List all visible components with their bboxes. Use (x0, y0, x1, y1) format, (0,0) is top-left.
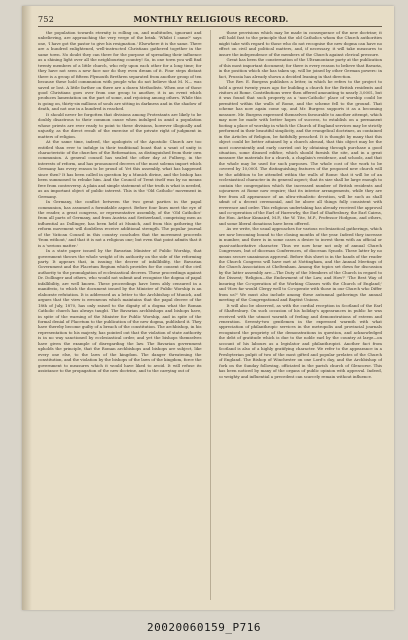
paragraph: those provisions which may be made in consequence of the new doctrine; it will hold fast to the principle that the old Catholics whom the Church authorities might take with regard to those who do not recognise the new dogma can have no effect on civil and political matters, and, if necessary, it will take measures to insure the independence of the members of the Church against clerical pressure. (218, 30, 382, 57)
text-columns (38, 30, 382, 600)
paragraph: the population towards eternity is rolling on, and multitudes, ignorant and unbelieving, are approaching the very verge of the brink. 'Whilst I came?' says one, 'I have got the pastor to give his resignation.' Elsewhere it is the same. There are a hundred enlightened, well-instructed Christians gathered together in the same town. No doubt they can there for the purpose of spreading their influence as a shining light over all the neighbouring country! So, in one town you will find twenty members of a little church, who rely upon each other for a long time; for they have not seen a new face nor do they even dream of it. Four steps distant there is a group of fifteen Plymouth Brethren separated from another group of ten because these hold communion with people who do not believe that M. N— was saved or lost. A little farther on there are a dozen Methodists. When one of those good Christians goes over from one group to another, it is an event which produces lamentation on the part of some, and rejoicing among others. While this is going on, thirty-six millions of souls are sitting in darkness and in the shadow of death, and not one in a hundred is reached. (38, 30, 202, 112)
header-rule (38, 26, 382, 27)
page-gutter-shadow (22, 6, 32, 610)
paragraph: In Germany, the conflict between the two great parties in the papal communion, has assumed a formidable aspect. Before four lines meet the eye of the reader, a great congress, or representative assembly, of the 'Old Catholics' from all parts of Germany, and from Austria and Switzerland, comprising men as influential as Dollinger, has been held at Munich, and from this gathering the reform movement will doubtless receive additional strength. The popular journal of the Vatican Council in this country concludes that the movement proceeds 'from without,' and that it is not a religious one; but even that point admits that it is a 'serious matter.' (38, 199, 202, 248)
page-number: 752 (38, 15, 55, 24)
running-header (38, 14, 382, 24)
paragraph: The Rev. E. Burgess publishes a letter, in which he refers to the project to hold a great twenty years ago for building a church for the British residents and visitors at Rome. Contributions were then offered amounting to nearly 3,000l., but it was found that such property as a 'non-Catholic' place of worship could be permitted within the walls of Rome, and the scheme fell to the ground. That scheme has now again come up, and Mr. Burgess supports it as a becoming measure. Mr. Burgess expressed themselves favourable to another attempt, which may now be made with better hopes of success, to establish on a permanent footing a place of worship in which the Church of England services may be strictly performed in their beautiful simplicity, and the evangelical doctrines, as contained in the Articles of Religion, be faithfully preached. It is thought by many that this object could be better attained by a church abroad, that this object may be the most conveniently and early carried out by obtaining through purchase a good situation, some disused edifice, which should furnish the site, and in a great measure the materials for a church, a chaplain's residence, and schools, and that the whole may be used for such purposes. The whole cost of the work to be covered by 10,000l. The distinguishing features of the proposed new church will be the addition to be attended within the walls of Rome: that it will be of an ecclesiastical character in its general aspect; that its size shall be large enough to contain the congregation which the increased number of British residents and sojourners at Rome now require; that its interior arrangements, while they are free from all appearance of an ultra-ritualistic devotion, will be such as shall admit of a decent ceremonial, and be above all things fully consistent with reverence and order. This religious undertaking has already received the approval and co-operation of the Earl of Harrowby, the Earl of Shaftesbury, the Earl Cairns, the Hon. Arthur Kinnaird, M.P., the W. Tite, M.P., Professor Hodgson, and others, and some liberal donations have been offered. (218, 79, 382, 226)
paragraph: As we write, the usual approaches for various ecclesiastical gatherings, which are now becoming bound to the closing months of the year. Indeed they increase in number, and there is in some cases a desire to invest them with an official or quasi-authoritative character. Thus we now hear not only of annual Church Congresses, but of diocesan Conferences, of diocesan Synods. These latter by no means secure unanimous approval. Before this sheet is in the hands of the reader the Church Congress will have met at Nottingham, and the Annual Meetings of the Church Association at Cheltenham. Among the topics set down for discussion by the latter assembly are:—The Duty of the Members of the Church in regard to the Dissent; 'Religion—the Endowment of the Law, and How?' 'The Best Way of Insuring the Co-operation of the Working Classes with the Church of England;' and 'How far would Clergy well to Co-operate with those in our Church who Differ from us?' We must also include among these autumnal gatherings the annual meeting of the Congregational and Baptist Unions. (218, 226, 382, 303)
paragraph: In a state paper issued by the Bavarian Minister of Public Worship, that government throws the whole weight of its authority on the side of the reforming party. It appears that, in issuing the decree of infallibility, the Bavarian Government and the Placetum Regium which provides for the consent of the civil authority to the promulgation of ecclesiastical decrees. These proceedings against Dr. Dollinger and others, who would not submit and recognise the dogma of papal infallibility, are well known. These proceedings have been ably censured in a manifesto, to which the document issued by the Minister of Public Worship is an elaborate refutation. It is addressed as a letter to the Archbishop of Munich, and argues that the view is erroneous which maintains that the papal decree of the 18th of July, 1870, has only raised to the dignity of a dogma what the Roman Catholic church has always taught. The Bavarian archbishops and bishops have, in spite of the warning of the Minister for Public Worship, and in spite of the formal denial of Placetum to the publication of the new dogma, published it. They have thereby become guilty of a breach of the constitution. The archbishop, in his representation to his majesty, has pointed out that the violation of state authority is in no way sanctioned by ecclesiastical order, and yet the bishops themselves have given the example of disregarding the law. The Bavarian government upholds the principle, that the Roman archbishops and bishops are subject, like every one else, to the laws of the kingdom. The danger threatening the constitution, and the violation by the bishops of the laws of the kingdom, force the government to measures which it would have liked to avoid. It will refuse its assistance to the propagation of the new doctrine, and to the carrying out of (38, 248, 202, 374)
scan-identifier: 20020060159_P716 (147, 621, 261, 634)
paragraph: It should never be forgotten that divisions among Protestants are likely to be doubly disastrous to their common cause when indulged in amid a population whose priests are ever ready to point to these divisions, however illogically and unjustly, as the direct result of the exercise of the private right of judgment in matters of religion. (38, 111, 202, 139)
running-title: MONTHLY RELIGIOUS RECORD. (133, 14, 289, 24)
book-page (22, 6, 394, 610)
paragraph: Great has been the consternation of the Ultramontane party at the publication of this most important document; for there is every reason to believe that Bavaria, in the position which she has taken up, will be joined by other German powers: in fact, Prussia has already shown a decided leaning in that direction. (218, 57, 382, 79)
column-divider (210, 30, 211, 600)
paragraph: It will also be observed, as with the cordial reception in Scotland of the Earl of Shaftesbury. On such occasion of his holiday's appearances in public he was received with the utmost warmth of feeling and demonstrations of esteem and veneration. Seventy-two gentlemen in the expressed warmth with what appreciation of philanthropic services in the metropolis and provincial journals recognised the propriety of the demonstrations in question, and acknowledged the debt of gratitude which is due to the noble earl by the country at large—on account of his labours as a legislator and philanthropist. Another fact from Scotland is also of a highly gratifying character. We refer to the appearance in a Presbyterian pulpit of two of the most gifted and popular prelates of the Church of England. The Bishop of Winchester on one Lord's day, and the Archbishop of York on the Sunday following, officiated in the parish church of Glencorse. This has been noticed by many of the organs of public opinion with approval. Indeed, so weighty and influential a precedent can scarcely remain without influence. (218, 302, 382, 379)
right-column (219, 30, 383, 600)
left-column (38, 30, 202, 600)
paragraph: At the same time, indeed, the apologists of the Apostolic Church are too entitled than ever to indulge in their traditional boast that a want of unity is characteristic of the churches of the Reformation, as distinguished from their own communion. A general council has sealed the other day at Fulberg, in the interests of reform, and has pronounced decrees of the most solemn import which Germany has every reason to be proud of. Yet this assembly, what has happened since then? It has been called in question by a Munich divine, and the bishop has been summoned to rebuke him. And the Council of Trent itself was by no means free from controversy. A plain and simple statement of the truth is what is needed, as an important object of public interest. This is the 'Old Catholic' movement in Germany. (38, 139, 202, 199)
